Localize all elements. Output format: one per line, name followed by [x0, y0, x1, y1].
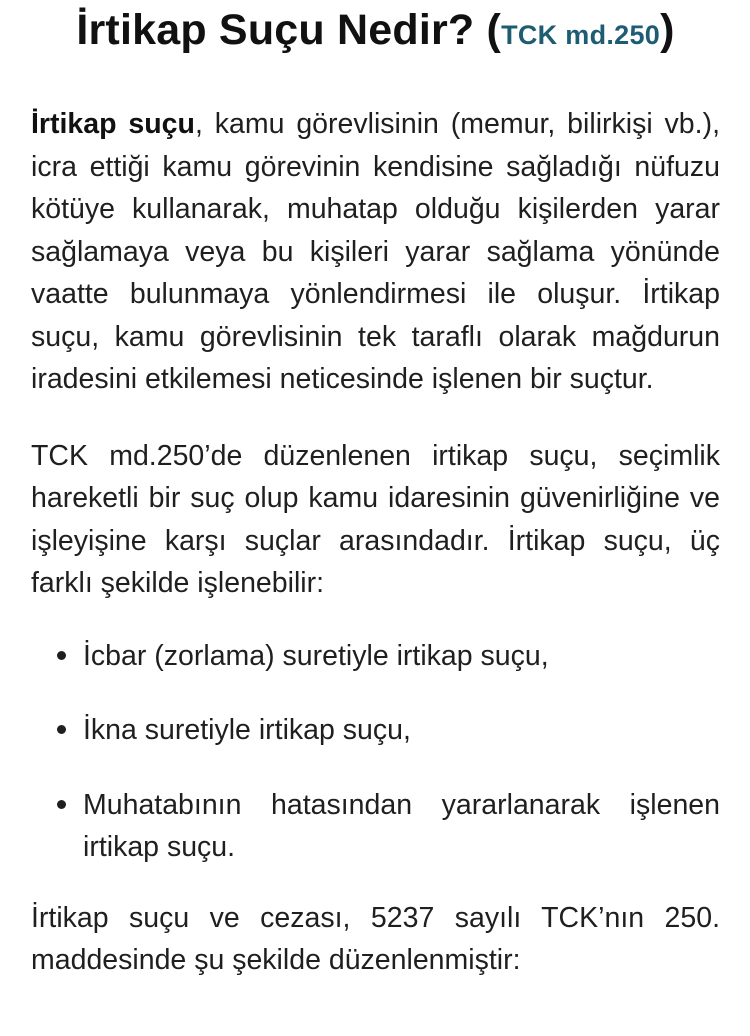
- list-item: [83, 635, 720, 678]
- list-item: [83, 784, 720, 869]
- list-item-text: İkna suretiyle irtikap suçu,: [83, 714, 411, 746]
- definition-paragraph: [31, 103, 720, 401]
- legal-basis-paragraph: TCK md.250’de düzenlenen irtikap suçu, seçimlik hareketli bir suç olup kamu idaresinin güvenirliğine ve işleyişine karşı suçlar arasındadır. İrtikap suçu, üç farklı şekilde işlenebilir:: [31, 439, 720, 599]
- title-text: İrtikap Suçu Nedir?: [76, 6, 475, 54]
- law-reference: TCK md.250: [501, 20, 661, 50]
- penalty-intro-paragraph: İrtikap suçu ve cezası, 5237 sayılı TCK’nın 250. maddesinde şu şekilde düzenlenmiştir:: [31, 901, 720, 976]
- definition-term: İrtikap suçu: [31, 108, 195, 140]
- title-paren-open: (: [486, 6, 502, 54]
- bullet-icon: [57, 651, 66, 660]
- list-item-text: Muhatabının hatasından yararlanarak işlenen irtikap suçu.: [83, 788, 720, 863]
- commission-forms-list: [31, 635, 720, 869]
- list-item: [83, 709, 720, 752]
- bullet-icon: [57, 725, 66, 734]
- bullet-icon: [57, 800, 66, 809]
- title-paren-close: ): [660, 6, 675, 54]
- article-title: [31, 0, 720, 61]
- definition-text: , kamu görevlisinin (memur, bilirkişi vb.), icra ettiği kamu görevinin kendisine sağladığı nüfuzu kötüye kullanarak, muhatap olduğu kişilerden yarar sağlamaya veya bu kişileri yarar sağlama yönünde vaatte bulunmaya yönlendirmesi ile oluşur. İrtikap suçu, kamu görevlisinin tek taraflı olarak mağdurun iradesini etkilemesi neticesinde işlenen bir suçtur.: [31, 108, 720, 395]
- list-item-text: İcbar (zorlama) suretiyle irtikap suçu,: [83, 639, 549, 672]
